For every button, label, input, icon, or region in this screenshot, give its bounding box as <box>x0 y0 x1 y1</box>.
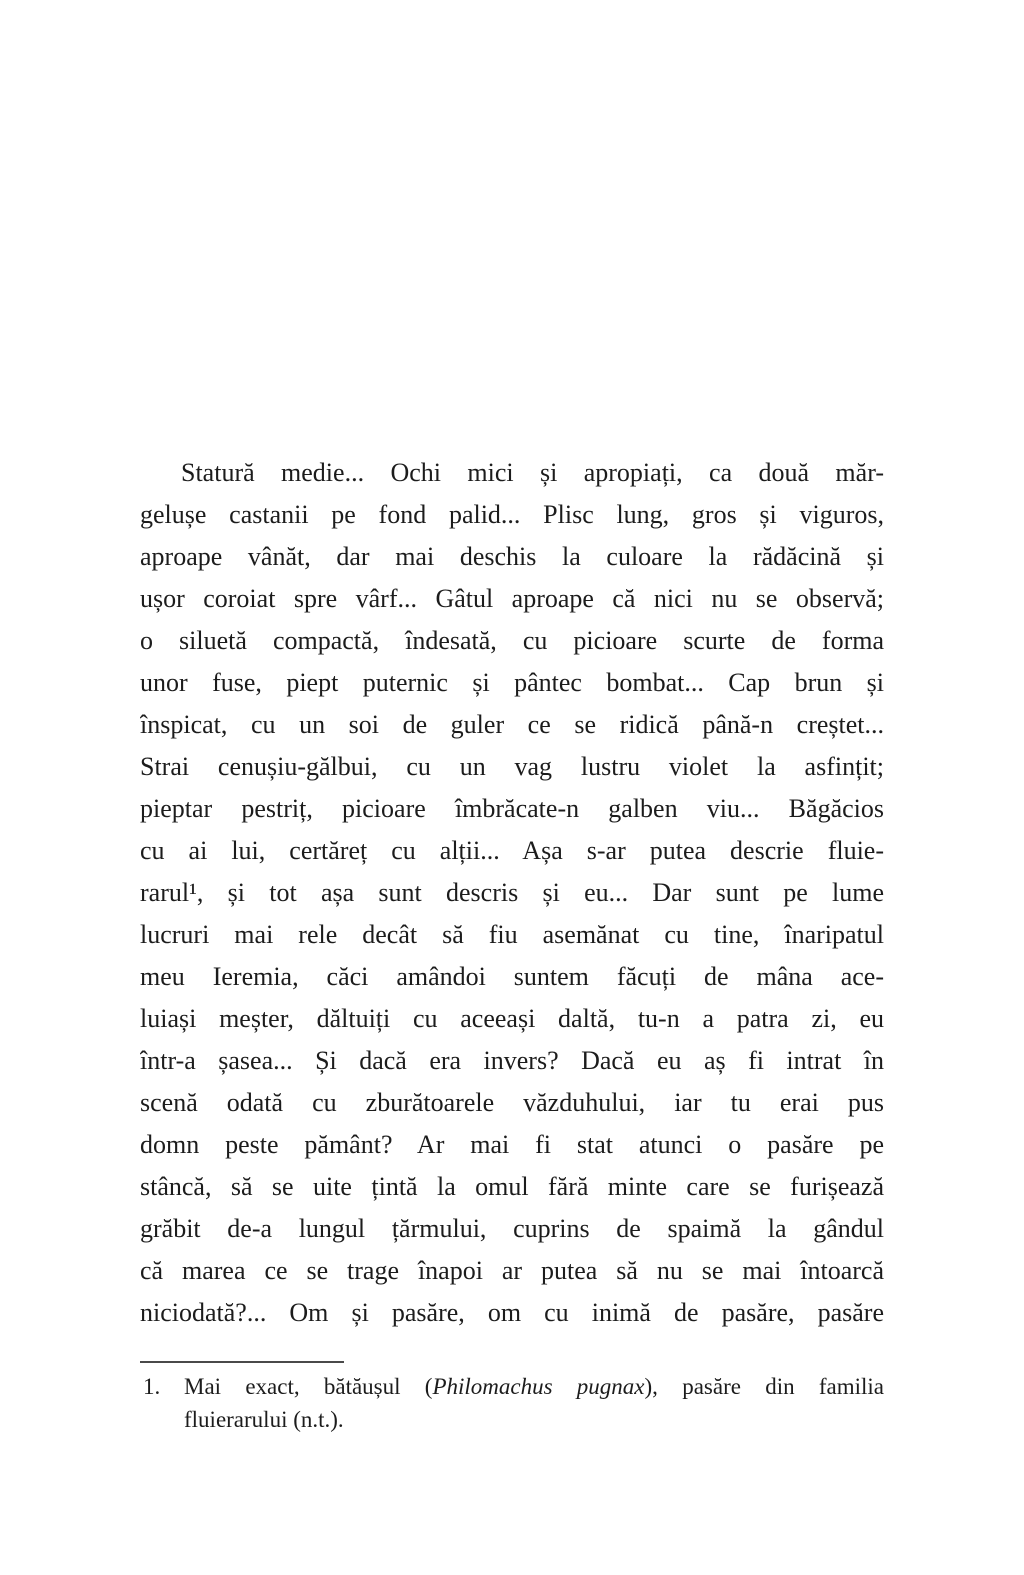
footnote-line-2: fluierarului (n.t.). <box>184 1407 344 1432</box>
footnote-text <box>184 1370 884 1436</box>
footnote-species-name: Philomachus pugnax <box>432 1374 645 1399</box>
text-line: că marea ce se trage înapoi ar putea să nu se mai întoarcă <box>140 1256 884 1285</box>
text-line: înspicat, cu un soi de guler ce se ridică până-n creștet... <box>140 710 884 739</box>
footnote-line-1 <box>184 1370 884 1403</box>
text-line: Statură medie... Ochi mici și apropiați, ca două măr- <box>181 458 884 487</box>
text-line: stâncă, să se uite țintă la omul fără minte care se furișează <box>140 1172 884 1201</box>
text-line: gelușe castanii pe fond palid... Plisc lung, gros și viguros, <box>140 500 884 529</box>
text-line: aproape vânăt, dar mai deschis la culoare la rădăcină și <box>140 542 884 571</box>
text-line: o siluetă compactă, îndesată, cu picioare scurte de forma <box>140 626 884 655</box>
footnote <box>140 1370 884 1436</box>
text-line: meu Ieremia, căci amândoi suntem făcuți de mâna ace- <box>140 962 884 991</box>
text-line: grăbit de-a lungul țărmului, cuprins de spaimă la gândul <box>140 1214 884 1243</box>
text-line: domn peste pământ? Ar mai fi stat atunci o pasăre pe <box>140 1130 884 1159</box>
footnote-separator <box>140 1361 344 1363</box>
text-line: ușor coroiat spre vârf... Gâtul aproape că nici nu se observă; <box>140 584 884 613</box>
text-line: scenă odată cu zburătoarele văzduhului, iar tu erai pus <box>140 1088 884 1117</box>
text-line: pieptar pestriț, picioare îmbrăcate-n galben viu... Băgăcios <box>140 794 884 823</box>
text-line: luiași meșter, dăltuiți cu aceeași daltă, tu-n a patra zi, eu <box>140 1004 884 1033</box>
footnote-text-prefix: Mai exact, bătăușul ( <box>184 1374 433 1399</box>
text-line: Strai cenușiu-gălbui, cu un vag lustru violet la asfințit; <box>140 752 884 781</box>
footnote-text-suffix: ), pasăre din familia <box>644 1374 884 1399</box>
paragraph <box>140 452 884 1334</box>
text-line: lucruri mai rele decât să fiu asemănat cu tine, înaripatul <box>140 920 884 949</box>
text-line: într-a șasea... Și dacă era invers? Dacă eu aș fi intrat în <box>140 1046 884 1075</box>
text-line: niciodată?... Om și pasăre, om cu inimă de pasăre, pasăre <box>140 1298 884 1327</box>
text-line: rarul¹, și tot așa sunt descris și eu... Dar sunt pe lume <box>140 878 884 907</box>
text-line: cu ai lui, certăreț cu alții... Așa s-ar putea descrie fluie- <box>140 836 884 865</box>
text-line: unor fuse, piept puternic și pântec bombat... Cap brun și <box>140 668 884 697</box>
footnote-number: 1. <box>143 1374 161 1399</box>
